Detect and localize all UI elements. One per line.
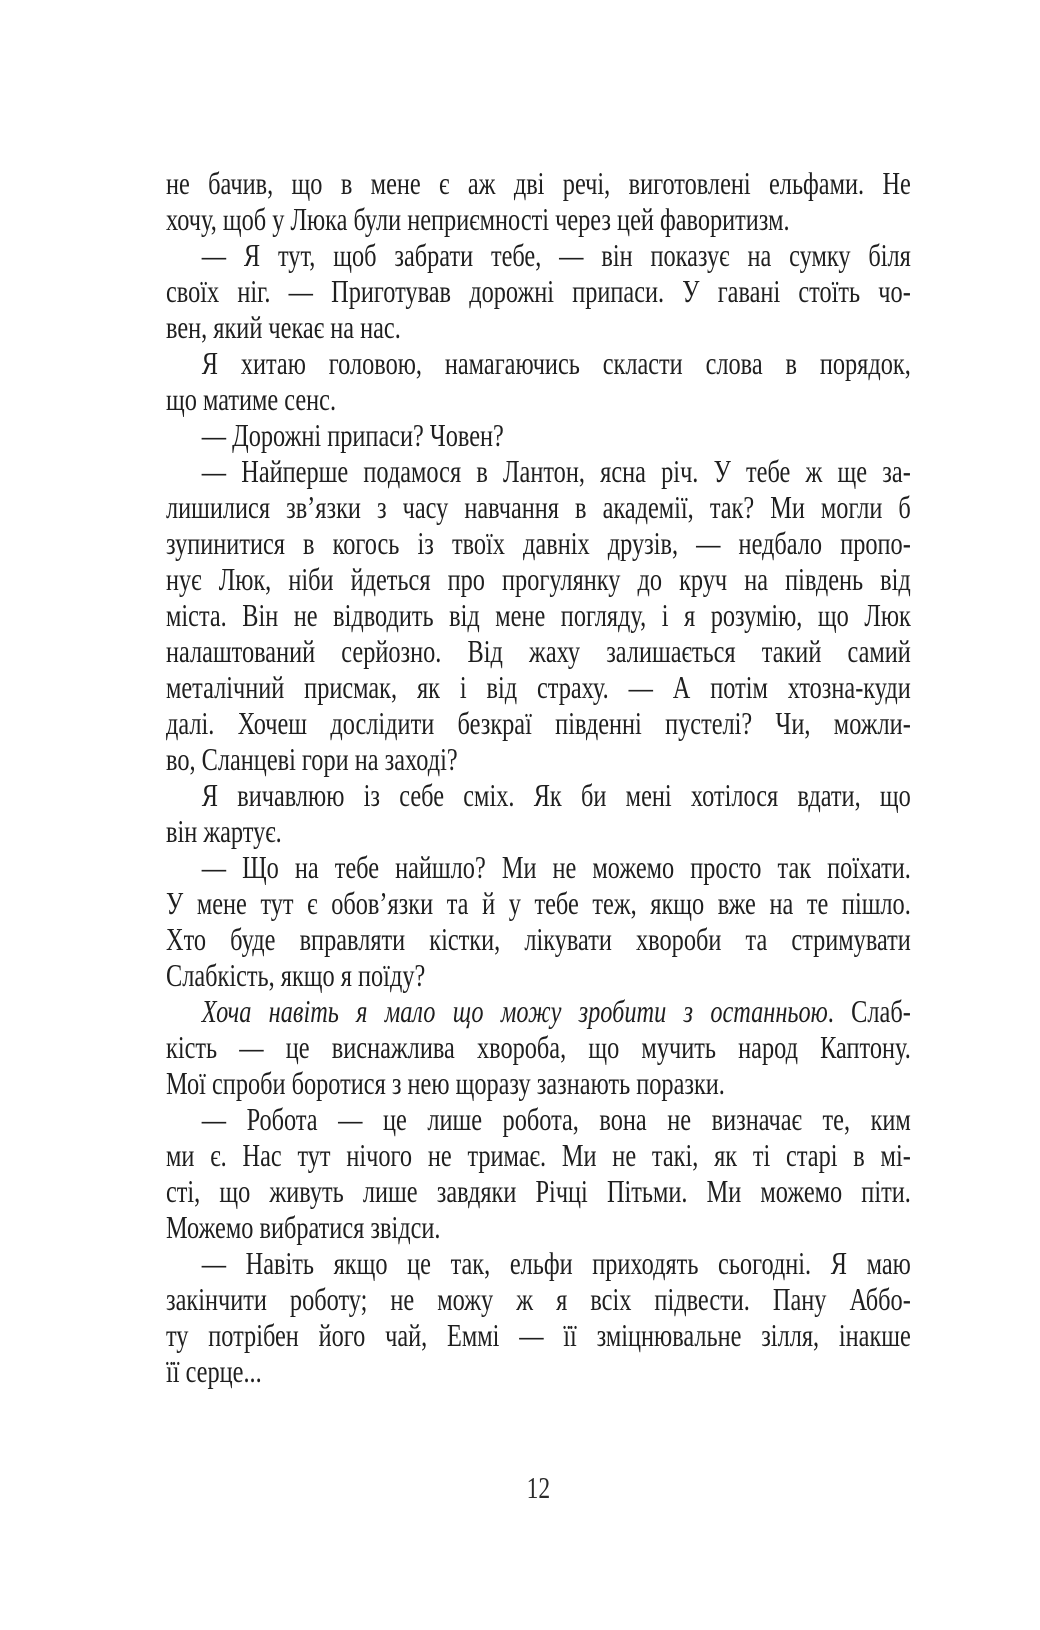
- text-line: ту потрібен його чай, Еммі — її зміцнювальне зілля, інакше: [166, 1317, 911, 1353]
- text-line: металічний присмак, як і від страху. — А потім хтозна-куди: [166, 669, 911, 705]
- text-line: хочу, щоб у Люка були неприємності через цей фаворитизм.: [166, 201, 790, 237]
- text-line: сті, що живуть лише завдяки Річці Пітьми. Ми можемо піти.: [166, 1173, 911, 1209]
- text-line: він жартує.: [166, 813, 282, 849]
- paragraph: [166, 237, 911, 345]
- text-line: — Найперше подамося в Лантон, ясна річ. У тебе ж ще за-: [201, 453, 911, 489]
- text-line: кість — це виснажлива хвороба, що мучить народ Каптону.: [166, 1029, 911, 1065]
- paragraph: [166, 345, 911, 417]
- text-line: Я хитаю головою, намагаючись скласти слова в порядок,: [201, 345, 911, 381]
- text-line: своїх ніг. — Приготував дорожні припаси. У гавані стоїть чо-: [166, 273, 911, 309]
- text-line: — Дорожні припаси? Човен?: [201, 417, 504, 453]
- text-line: ми є. Нас тут нічого не тримає. Ми не такі, як ті старі в мі-: [166, 1137, 911, 1173]
- text-line: що матиме сенс.: [166, 381, 337, 417]
- paragraph: [166, 417, 911, 453]
- paragraph: [166, 165, 911, 237]
- text-line: її серце...: [166, 1353, 262, 1389]
- page-number: 12: [526, 1470, 551, 1505]
- paragraph: [166, 849, 911, 993]
- text-line: — Робота — це лише робота, вона не визначає те, ким: [201, 1101, 911, 1137]
- text-line: У мене тут є обов’язки та й у тебе теж, якщо вже на те пішло.: [166, 885, 911, 921]
- text-line: не бачив, що в мене є аж дві речі, виготовлені ельфами. Не: [166, 165, 911, 201]
- paragraph: [166, 453, 911, 777]
- text-line: далі. Хочеш дослідити безкраї південні пустелі? Чи, можли-: [166, 705, 911, 741]
- text-line: Слабкість, якщо я поїду?: [166, 957, 426, 993]
- text-line: зупинитися в когось із твоїх давніх друзів, — недбало пропо-: [166, 525, 911, 561]
- text-line: во, Сланцеві гори на заході?: [166, 741, 458, 777]
- page-footer: [166, 1470, 911, 1506]
- text-line: нує Люк, ніби йдеться про прогулянку до круч на південь від: [166, 561, 911, 597]
- text-segment: . Слаб-: [827, 993, 911, 1029]
- text-line: [166, 993, 911, 1029]
- text-line: Хто буде вправляти кістки, лікувати хвороби та стримувати: [166, 921, 911, 957]
- inner-thought-italic: Хоча навіть я мало що можу зробити з останньою: [201, 993, 828, 1029]
- text-line: закінчити роботу; не можу ж я всіх підвести. Пану Аббо-: [166, 1281, 911, 1317]
- paragraph: [166, 777, 911, 849]
- page-text: [166, 165, 911, 1389]
- text-line: Можемо вибратися звідси.: [166, 1209, 441, 1245]
- text-line: Я вичавлюю із себе сміх. Як би мені хотілося вдати, що: [201, 777, 911, 813]
- paragraph: [166, 993, 911, 1101]
- text-line: міста. Він не відводить від мене погляду, і я розумію, що Люк: [166, 597, 911, 633]
- text-line: — Навіть якщо це так, ельфи приходять сьогодні. Я маю: [201, 1245, 911, 1281]
- text-line: — Я тут, щоб забрати тебе, — він показує на сумку біля: [201, 237, 911, 273]
- paragraph: [166, 1245, 911, 1389]
- text-line: Мої спроби боротися з нею щоразу зазнають поразки.: [166, 1065, 725, 1101]
- text-line: лишилися зв’язки з часу навчання в академії, так? Ми могли б: [166, 489, 911, 525]
- paragraph: [166, 1101, 911, 1245]
- text-line: вен, який чекає на нас.: [166, 309, 401, 345]
- text-line: — Що на тебе найшло? Ми не можемо просто так поїхати.: [201, 849, 911, 885]
- text-line: налаштований серйозно. Від жаху залишається такий самий: [166, 633, 911, 669]
